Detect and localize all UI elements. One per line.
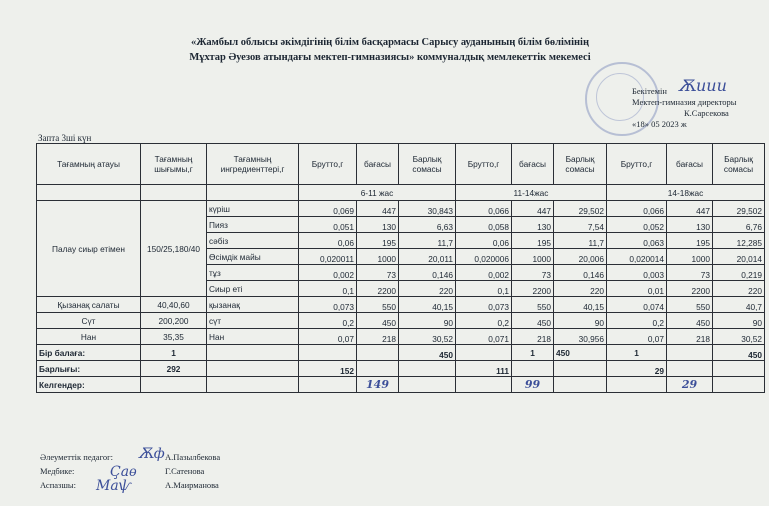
approval-date: «18» 05 2023 ж xyxy=(632,119,687,129)
table-cell: 30,956 xyxy=(554,329,607,345)
table-cell: сәбіз xyxy=(207,233,299,249)
table-cell: 40,15 xyxy=(554,297,607,313)
per-child-row xyxy=(37,345,765,361)
table-cell: 90 xyxy=(713,313,765,329)
table-cell: 90 xyxy=(399,313,456,329)
table-cell: 447 xyxy=(512,201,554,217)
table-cell xyxy=(357,361,399,377)
col-header: Барлық сомасы xyxy=(713,144,765,185)
table-cell: 220 xyxy=(399,281,456,297)
signature-name: Г.Сатенова xyxy=(165,466,205,476)
table-cell: 0,052 xyxy=(607,217,667,233)
table-cell: 130 xyxy=(357,217,399,233)
table-cell: 1000 xyxy=(512,249,554,265)
table-row xyxy=(37,297,765,313)
table-cell xyxy=(399,361,456,377)
table-cell xyxy=(357,345,399,361)
day-label: Запта 3ші күн xyxy=(38,133,92,143)
table-cell xyxy=(207,345,299,361)
table-cell xyxy=(713,377,765,393)
table-cell: 0,066 xyxy=(607,201,667,217)
table-cell: 450 xyxy=(713,345,765,361)
document-title xyxy=(130,35,650,65)
table-cell: 0,06 xyxy=(299,233,357,249)
title-line-2: Мұхтар Әуезов атындағы мектеп-гимназиясы» коммуналдық мемлекеттік мекемесі xyxy=(189,52,591,63)
table-cell: Барлығы: xyxy=(37,361,141,377)
table-cell: 0,2 xyxy=(456,313,512,329)
approval-line-3: К.Сарсекова xyxy=(684,108,729,118)
table-row xyxy=(37,201,765,217)
table-cell: 0,219 xyxy=(713,265,765,281)
table-cell: 40,7 xyxy=(713,297,765,313)
table-cell: Өсімдік майы xyxy=(207,249,299,265)
table-cell: 1000 xyxy=(357,249,399,265)
table-cell: 1 xyxy=(607,345,667,361)
table-cell: 20,011 xyxy=(399,249,456,265)
col-header: Тағамның шығымы,г xyxy=(141,144,207,185)
table-cell xyxy=(456,345,512,361)
table-cell: 35,35 xyxy=(141,329,207,345)
table-cell: 40,15 xyxy=(399,297,456,313)
signature-name: А.Пазылбекова xyxy=(165,452,221,462)
table-cell: 1 xyxy=(141,345,207,361)
table-row xyxy=(37,329,765,345)
col-header: Брутто,г xyxy=(456,144,512,185)
table-cell: 0,07 xyxy=(607,329,667,345)
table-cell: 550 xyxy=(357,297,399,313)
table-cell: 29,502 xyxy=(713,201,765,217)
table-cell: 0,1 xyxy=(299,281,357,297)
table-cell: 30,52 xyxy=(399,329,456,345)
col-header: бағасы xyxy=(512,144,554,185)
table-row xyxy=(37,313,765,329)
table-cell: 218 xyxy=(512,329,554,345)
table-cell: 111 xyxy=(456,361,512,377)
signature-role: Аспазшы: xyxy=(40,480,76,490)
table-cell: 447 xyxy=(357,201,399,217)
signature-role: Әлеуметтік педагог: xyxy=(40,452,113,462)
handwritten-signature: Ѫф xyxy=(138,446,165,462)
table-cell: Нан xyxy=(37,329,141,345)
table-cell xyxy=(512,361,554,377)
table-cell: 2200 xyxy=(512,281,554,297)
col-header: Тағамның ингредиенттері,г xyxy=(207,144,299,185)
table-cell: 0,066 xyxy=(456,201,512,217)
table-cell: 0,073 xyxy=(299,297,357,313)
table-cell: 90 xyxy=(554,313,607,329)
table-cell: 200,200 xyxy=(141,313,207,329)
table-cell xyxy=(554,377,607,393)
table-cell: 30,52 xyxy=(713,329,765,345)
table-cell: 0,06 xyxy=(456,233,512,249)
table-cell: 150/25,180/40 xyxy=(141,201,207,297)
col-header: бағасы xyxy=(357,144,399,185)
table-cell: 7,54 xyxy=(554,217,607,233)
signature-name: А.Маирманова xyxy=(165,480,219,490)
table-cell: 450 xyxy=(512,313,554,329)
table-cell: 0,069 xyxy=(299,201,357,217)
handwritten-signature: Ҫаѳ xyxy=(110,464,137,480)
col-header: Барлық сомасы xyxy=(554,144,607,185)
table-cell: 550 xyxy=(512,297,554,313)
approval-line-1: Бекітемін xyxy=(632,86,667,96)
table-cell: 11,7 xyxy=(399,233,456,249)
table-cell: 2200 xyxy=(667,281,713,297)
table-cell: Қызанақ салаты xyxy=(37,297,141,313)
age-group: 6-11 жас xyxy=(299,185,456,201)
table-cell: 20,014 xyxy=(713,249,765,265)
table-cell: 220 xyxy=(554,281,607,297)
table-cell: 0,2 xyxy=(607,313,667,329)
table-cell: 218 xyxy=(357,329,399,345)
table-cell: 447 xyxy=(667,201,713,217)
table-cell xyxy=(713,361,765,377)
menu-table xyxy=(36,143,765,393)
table-cell: 195 xyxy=(357,233,399,249)
table-cell: Сиыр еті xyxy=(207,281,299,297)
table-cell: 1 xyxy=(512,345,554,361)
table-cell: 0,058 xyxy=(456,217,512,233)
table-cell: Пияз xyxy=(207,217,299,233)
table-cell xyxy=(667,345,713,361)
table-cell: Палау сиыр етімен xyxy=(37,201,141,297)
table-cell xyxy=(207,377,299,393)
table-cell: сүт xyxy=(207,313,299,329)
table-cell: 0,063 xyxy=(607,233,667,249)
table-cell xyxy=(456,377,512,393)
table-cell: 40,40,60 xyxy=(141,297,207,313)
table-cell: 550 xyxy=(667,297,713,313)
table-cell xyxy=(554,361,607,377)
table-cell: 0,051 xyxy=(299,217,357,233)
table-cell: 73 xyxy=(512,265,554,281)
table-cell: 0,1 xyxy=(456,281,512,297)
header-row xyxy=(37,144,765,185)
table-cell: Сүт xyxy=(37,313,141,329)
col-header: Брутто,г xyxy=(607,144,667,185)
table-cell: 0,020006 xyxy=(456,249,512,265)
table-cell xyxy=(141,377,207,393)
table-cell: 130 xyxy=(667,217,713,233)
table-cell: 73 xyxy=(667,265,713,281)
table-cell: күріш xyxy=(207,201,299,217)
table-cell: Бір балаға: xyxy=(37,345,141,361)
table-cell: Келгендер: xyxy=(37,377,141,393)
handwritten-signature: Маѱ xyxy=(96,478,132,494)
table-cell: 0,020011 xyxy=(299,249,357,265)
table-cell: 6,63 xyxy=(399,217,456,233)
table-cell: 130 xyxy=(512,217,554,233)
table-cell: 0,07 xyxy=(299,329,357,345)
signature-role: Медбике: xyxy=(40,466,75,476)
table-cell: 152 xyxy=(299,361,357,377)
table-cell: 0,073 xyxy=(456,297,512,313)
col-header: бағасы xyxy=(667,144,713,185)
table-cell: 29 xyxy=(667,377,713,393)
table-cell: 0,002 xyxy=(456,265,512,281)
table-cell: 0,146 xyxy=(399,265,456,281)
table-cell: 11,7 xyxy=(554,233,607,249)
table-cell xyxy=(207,361,299,377)
col-header: Барлық сомасы xyxy=(399,144,456,185)
table-cell: 0,146 xyxy=(554,265,607,281)
table-cell: 218 xyxy=(667,329,713,345)
age-group-row xyxy=(37,185,765,201)
table-cell: 20,006 xyxy=(554,249,607,265)
table-cell: 450 xyxy=(357,313,399,329)
table-cell: 292 xyxy=(141,361,207,377)
table-cell: 450 xyxy=(554,345,607,361)
table-cell: 29 xyxy=(607,361,667,377)
arrived-row xyxy=(37,377,765,393)
total-row xyxy=(37,361,765,377)
table-cell: 0,071 xyxy=(456,329,512,345)
table-cell: 0,020014 xyxy=(607,249,667,265)
table-cell xyxy=(607,377,667,393)
col-header: Брутто,г xyxy=(299,144,357,185)
title-line-1: «Жамбыл облысы әкімдігінің білім басқармасы Сарысу ауданының білім бөлімінің xyxy=(190,37,590,48)
table-cell: 30,843 xyxy=(399,201,456,217)
table-cell: Нан xyxy=(207,329,299,345)
table-cell: тұз xyxy=(207,265,299,281)
table-cell xyxy=(667,361,713,377)
director-signature: Ѫиии xyxy=(678,76,727,95)
table-cell: 195 xyxy=(667,233,713,249)
table-cell: қызанақ xyxy=(207,297,299,313)
col-header: Тағамның атауы xyxy=(37,144,141,185)
table-cell: 0,002 xyxy=(299,265,357,281)
table-cell: 2200 xyxy=(357,281,399,297)
approval-block xyxy=(632,86,769,130)
table-cell: 195 xyxy=(512,233,554,249)
table-cell: 99 xyxy=(512,377,554,393)
table-cell: 0,074 xyxy=(607,297,667,313)
table-cell xyxy=(399,377,456,393)
table-cell: 0,2 xyxy=(299,313,357,329)
table-cell xyxy=(299,377,357,393)
table-cell: 73 xyxy=(357,265,399,281)
table-cell: 149 xyxy=(357,377,399,393)
table-cell: 1000 xyxy=(667,249,713,265)
table-cell: 12,285 xyxy=(713,233,765,249)
table-cell: 450 xyxy=(399,345,456,361)
table-cell xyxy=(299,345,357,361)
table-cell: 0,003 xyxy=(607,265,667,281)
approval-line-2: Мектеп-гимназия директоры xyxy=(632,97,737,107)
table-cell: 0,01 xyxy=(607,281,667,297)
age-group: 11-14жас xyxy=(456,185,607,201)
table-cell: 29,502 xyxy=(554,201,607,217)
table-cell: 6,76 xyxy=(713,217,765,233)
table-cell: 220 xyxy=(713,281,765,297)
age-group: 14-18жас xyxy=(607,185,765,201)
table-cell: 450 xyxy=(667,313,713,329)
